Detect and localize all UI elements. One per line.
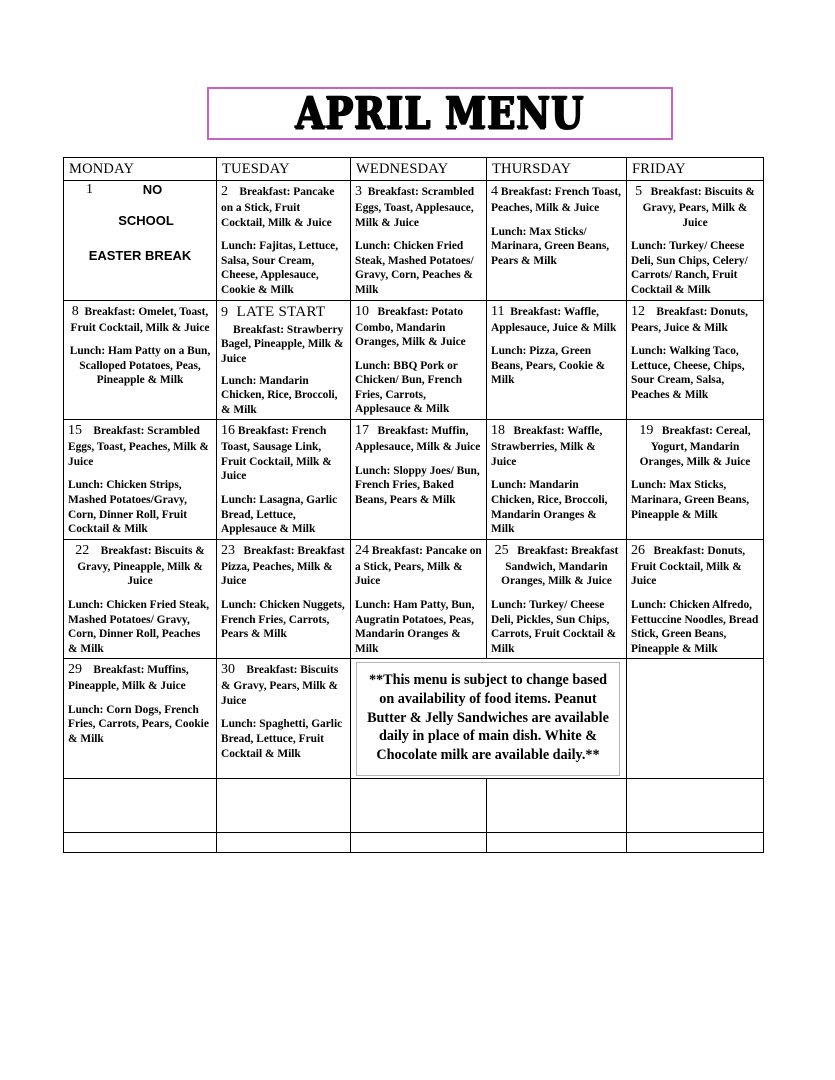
lunch-text: Lunch: Spaghetti, Garlic Bread, Lettuce, Fruit Cocktail & Milk xyxy=(221,718,343,760)
weekday-header-friday: FRIDAY xyxy=(627,158,764,181)
footer-cell-monday xyxy=(64,832,217,852)
breakfast-text: Breakfast: Breakfast Pizza, Peaches, Milk & Juice xyxy=(221,544,345,588)
footer-cell-thursday xyxy=(487,832,627,852)
day-number: 23 xyxy=(221,542,235,558)
lunch-text: Lunch: Lasagna, Garlic Bread, Lettuce, Applesauce & Milk xyxy=(221,494,338,536)
week-row-4 xyxy=(64,539,764,658)
lunch-text: Lunch: Pizza, Green Beans, Pears, Cookie & Milk xyxy=(491,345,606,387)
week-row-2 xyxy=(64,300,764,420)
lunch-text: Lunch: Ham Patty, Bun, Augratin Potatoes, Peas, Mandarin Oranges & Milk xyxy=(355,598,475,655)
day-number: 4 xyxy=(491,184,498,200)
day-cell-4 xyxy=(487,181,627,300)
lunch-text: Lunch: Max Sticks/ Marinara, Green Beans, Pears & Milk xyxy=(491,225,610,267)
lunch-text: Lunch: Chicken Fried Steak, Mashed Potatoes/ Gravy, Corn, Dinner Roll, Peaches & Milk xyxy=(68,598,210,655)
spacer-cell-tuesday xyxy=(217,778,351,832)
day-cell-18 xyxy=(487,420,627,539)
day-cell-29 xyxy=(64,659,217,779)
breakfast-text: Breakfast: Waffle, Strawberries, Milk & Juice xyxy=(491,425,603,468)
day-number: 1 xyxy=(86,182,93,198)
breakfast-text: Breakfast: Biscuits & Gravy, Pears, Milk & Juice xyxy=(642,186,755,229)
breakfast-text: Breakfast: Breakfast Sandwich, Mandarin Oranges, Milk & Juice xyxy=(501,544,619,588)
day-number: 25 xyxy=(494,542,509,558)
breakfast-text: Breakfast: Waffle, Applesauce, Juice & Milk xyxy=(491,305,617,334)
day-cell-empty-friday xyxy=(627,659,764,779)
lunch-text: Lunch: Turkey/ Cheese Deli, Pickles, Sun Chips, Carrots, Fruit Cocktail & Milk xyxy=(491,598,617,655)
week-row-3 xyxy=(64,420,764,539)
day-cell-23 xyxy=(217,539,351,658)
day-number: 9 xyxy=(221,304,228,320)
weekday-header-wednesday: WEDNESDAY xyxy=(351,158,487,181)
breakfast-text: Breakfast: French Toast, Peaches, Milk & Juice xyxy=(491,186,621,215)
weekday-header-monday: MONDAY xyxy=(64,158,217,181)
lunch-text: Lunch: Corn Dogs, French Fries, Carrots, Pears, Cookie & Milk xyxy=(68,703,209,745)
day-cell-5 xyxy=(627,181,764,300)
week-row-5 xyxy=(64,659,764,779)
breakfast-text: Breakfast: Strawberry Bagel, Pineapple, Milk & Juice xyxy=(221,323,344,365)
day-number: 10 xyxy=(355,303,369,319)
day-cell-19 xyxy=(627,420,764,539)
day-number: 22 xyxy=(75,542,90,558)
spacer-row-1 xyxy=(64,778,764,832)
day-cell-11 xyxy=(487,300,627,420)
day-number: 5 xyxy=(635,184,643,200)
day-number: 17 xyxy=(355,423,369,439)
lunch-text: Lunch: Fajitas, Lettuce, Salsa, Sour Cream, Cheese, Applesauce, Cookie & Milk xyxy=(221,240,339,296)
day-cell-15 xyxy=(64,420,217,539)
breakfast-text: Breakfast: Pancake on a Stick, Fruit Cocktail, Milk & Juice xyxy=(221,186,335,229)
weekday-header-tuesday: TUESDAY xyxy=(217,158,351,181)
breakfast-text: Breakfast: French Toast, Sausage Link, Fruit Cocktail, Milk & Juice xyxy=(221,425,332,483)
day-number: 15 xyxy=(68,423,82,439)
lunch-text: Lunch: Chicken Fried Steak, Mashed Potatoes/ Gravy, Corn, Peaches & Milk xyxy=(355,240,474,296)
lunch-text: Lunch: Turkey/ Cheese Deli, Sun Chips, Celery/ Carrots/ Ranch, Fruit Cocktail & Milk xyxy=(631,240,748,296)
lunch-text: Lunch: Mandarin Chicken, Rice, Broccoli, & Milk xyxy=(221,374,338,416)
day-cell-24 xyxy=(351,539,487,658)
no-school-block xyxy=(68,183,212,262)
day-cell-2 xyxy=(217,181,351,300)
breakfast-text: Breakfast: Muffin, Applesauce, Milk & Juice xyxy=(355,425,481,454)
breakfast-text: Breakfast: Scrambled Eggs, Toast, Applesauce, Milk & Juice xyxy=(355,186,475,229)
spacer-row-2 xyxy=(64,832,764,852)
lunch-text: Lunch: Max Sticks, Marinara, Green Beans, Pineapple & Milk xyxy=(631,479,750,521)
no-school-line-3: EASTER BREAK xyxy=(88,248,192,264)
spacer-cell-monday xyxy=(64,778,217,832)
day-cell-30 xyxy=(217,659,351,779)
lunch-text: Lunch: Chicken Nuggets, French Fries, Carrots, Pears & Milk xyxy=(221,598,345,641)
breakfast-text: Breakfast: Cereal, Yogurt, Mandarin Oranges, Milk & Juice xyxy=(639,425,751,468)
weekday-header-thursday: THURSDAY xyxy=(487,158,627,181)
day-cell-1 xyxy=(64,181,217,300)
weekday-header-row xyxy=(64,158,764,181)
spacer-cell-thursday xyxy=(487,778,627,832)
day-number: 3 xyxy=(355,184,362,200)
day-number: 19 xyxy=(639,423,654,439)
day-cell-17 xyxy=(351,420,487,539)
day-number: 11 xyxy=(491,303,505,319)
day-number: 26 xyxy=(631,542,645,558)
week-row-1 xyxy=(64,181,764,300)
day-number: 2 xyxy=(221,184,228,200)
lunch-text: Lunch: Sloppy Joes/ Bun, French Fries, Baked Beans, Pears & Milk xyxy=(355,464,480,507)
no-school-line-1: NO xyxy=(142,182,163,198)
day-number: 24 xyxy=(355,542,369,558)
lunch-text: Lunch: Walking Taco, Lettuce, Cheese, Chips, Sour Cream, Salsa, Peaches & Milk xyxy=(631,345,745,401)
title-banner xyxy=(207,87,673,140)
day-cell-8 xyxy=(64,300,217,420)
breakfast-text: Breakfast: Pancake on a Stick, Pears, Milk & Juice xyxy=(355,544,482,588)
no-school-line-2: SCHOOL xyxy=(118,213,174,229)
breakfast-text: Breakfast: Muffins, Pineapple, Milk & Juice xyxy=(68,664,189,693)
breakfast-text: Breakfast: Donuts, Pears, Juice & Milk xyxy=(631,305,748,334)
day-cell-12 xyxy=(627,300,764,420)
footer-cell-tuesday xyxy=(217,832,351,852)
breakfast-text: Breakfast: Donuts, Fruit Cocktail, Milk & Juice xyxy=(631,544,746,588)
lunch-text: Lunch: Chicken Strips, Mashed Potatoes/Gravy, Corn, Dinner Roll, Fruit Cocktail & Milk xyxy=(68,479,188,536)
menu-calendar-table xyxy=(63,157,764,853)
breakfast-text: Breakfast: Biscuits & Gravy, Pears, Milk & Juice xyxy=(221,664,339,707)
lunch-text: Lunch: Chicken Alfredo, Fettuccine Noodles, Bread Stick, Green Beans, Pineapple & Milk xyxy=(631,598,759,655)
day-number: 16 xyxy=(221,423,235,439)
day-number: 18 xyxy=(491,423,505,439)
day-number: 30 xyxy=(221,662,235,678)
breakfast-text: Breakfast: Biscuits & Gravy, Pineapple, Milk & Juice xyxy=(77,544,205,588)
day-number: 8 xyxy=(71,303,79,319)
page-title: APRIL MENU xyxy=(295,86,585,139)
breakfast-text: Breakfast: Potato Combo, Mandarin Oranges, Milk & Juice xyxy=(355,305,466,349)
day-cell-10 xyxy=(351,300,487,420)
spacer-cell-wednesday xyxy=(351,778,487,832)
footer-cell-wednesday xyxy=(351,832,487,852)
day-cell-16 xyxy=(217,420,351,539)
day-cell-3 xyxy=(351,181,487,300)
day-number: 12 xyxy=(631,303,645,319)
breakfast-text: Breakfast: Omelet, Toast, Fruit Cocktail, Milk & Juice xyxy=(70,305,210,334)
day-cell-22 xyxy=(64,539,217,658)
lunch-text: Lunch: Ham Patty on a Bun, Scalloped Potatoes, Peas, Pineapple & Milk xyxy=(69,345,211,387)
day-cell-26 xyxy=(627,539,764,658)
footer-cell-friday xyxy=(627,832,764,852)
late-start-note: LATE START xyxy=(236,303,326,320)
menu-notice-cell xyxy=(351,659,627,779)
spacer-cell-friday xyxy=(627,778,764,832)
lunch-text: Lunch: Mandarin Chicken, Rice, Broccoli, Mandarin Oranges & Milk xyxy=(491,479,608,536)
day-number: 29 xyxy=(68,662,82,678)
breakfast-text: Breakfast: Scrambled Eggs, Toast, Peaches, Milk & Juice xyxy=(68,425,209,468)
menu-notice-text: **This menu is subject to change based on availability of food items. Peanut Butter & Jelly Sandwiches are available daily in place of main dish. White & Chocolate milk are available daily.** xyxy=(356,662,620,776)
lunch-text: Lunch: BBQ Pork or Chicken/ Bun, French Fries, Carrots, Applesauce & Milk xyxy=(355,359,463,416)
day-cell-25 xyxy=(487,539,627,658)
day-cell-9 xyxy=(217,300,351,420)
